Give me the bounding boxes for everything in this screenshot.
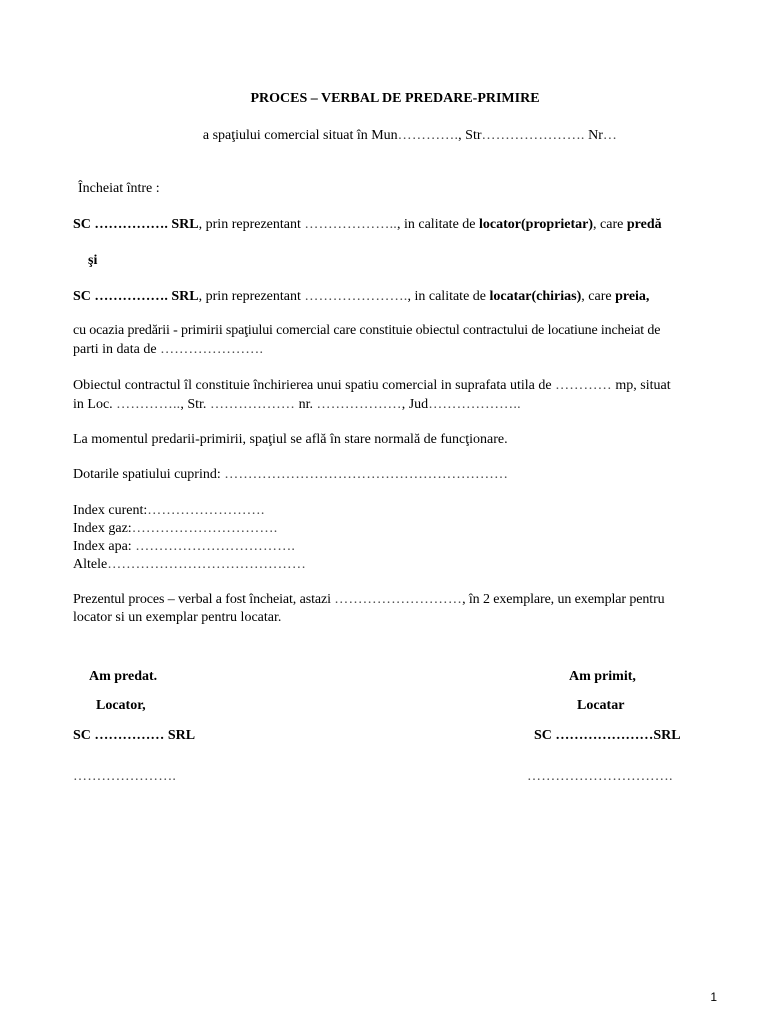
party-2-action: preia, bbox=[615, 289, 650, 304]
final-text-1: Prezentul proces – verbal a fost încheiat, astazi bbox=[73, 592, 335, 607]
signature-right-role: Locatar bbox=[577, 698, 625, 713]
occasion-date-label: parti in data de bbox=[73, 342, 161, 357]
party-1-role: locator(proprietar) bbox=[479, 217, 594, 232]
object-line-2 bbox=[73, 396, 521, 414]
object-nr-dots: ……………… bbox=[316, 397, 402, 412]
signature-left-company: SC …………… SRL bbox=[73, 728, 196, 743]
final-line-1 bbox=[73, 591, 665, 609]
party-1-company: SC ……………. SRL bbox=[73, 217, 199, 232]
index-dots: ……………………. bbox=[147, 503, 265, 518]
party-2-company: SC ……………. SRL bbox=[73, 289, 199, 304]
object-text-2: mp, situat bbox=[611, 378, 671, 393]
object-text-1: Obiectul contractul îl constituie închirierea unui spatiu comercial in suprafata utila de bbox=[73, 378, 556, 393]
index-dots: …………………………………… bbox=[107, 557, 307, 572]
signature-right-company: SC …………………SRL bbox=[534, 728, 681, 743]
object-area-dots: ………… bbox=[555, 378, 612, 393]
signature-left-role: Locator, bbox=[96, 698, 146, 713]
final-text-2: , în 2 exemplare, un exemplar pentru bbox=[462, 592, 665, 607]
index-row bbox=[73, 556, 306, 574]
dotari-dots: …………………………………………………… bbox=[224, 467, 509, 482]
dotari-label: Dotarile spatiului cuprind: bbox=[73, 467, 225, 482]
object-str-dots: ……………… bbox=[209, 397, 296, 412]
index-dots: ……………………………. bbox=[135, 539, 296, 554]
party-1-line bbox=[73, 216, 662, 234]
object-nr-label: nr. bbox=[295, 397, 317, 412]
signature-left-line: …………………. bbox=[73, 769, 177, 784]
index-label: Index gaz: bbox=[73, 521, 132, 536]
final-line-2: locator si un exemplar pentru locatar. bbox=[73, 610, 282, 625]
party-2-role: locatar(chirias) bbox=[489, 289, 582, 304]
party-2-line bbox=[73, 288, 649, 306]
index-label: Altele bbox=[73, 557, 108, 572]
signature-left-heading: Am predat. bbox=[89, 669, 158, 684]
party-2-text-3: , care bbox=[581, 289, 616, 304]
party-2-text-2: , in calitate de bbox=[407, 289, 490, 304]
party-1-text-2: , in calitate de bbox=[396, 217, 480, 232]
document-subtitle bbox=[0, 127, 768, 145]
occasion-line-2 bbox=[73, 341, 263, 359]
occasion-date-dots: …………………. bbox=[160, 342, 264, 357]
object-loc-dots: ………….. bbox=[116, 397, 181, 412]
subtitle-dots-mun: …………. bbox=[397, 128, 459, 143]
dotari-line bbox=[73, 466, 508, 484]
index-row bbox=[73, 538, 295, 556]
party-1-text-1: , prin reprezentant bbox=[198, 217, 305, 232]
index-label: Index curent: bbox=[73, 503, 148, 518]
occasion-line-1: cu ocazia predării - primirii spaţiului comercial care constituie obiectul contractului de locatiune incheiat de bbox=[73, 323, 661, 338]
subtitle-text-1: a spaţiului comercial situat în Mun bbox=[202, 128, 398, 143]
subtitle-dots-nr: … bbox=[602, 128, 618, 143]
party-1-action: predă bbox=[626, 217, 662, 232]
party-2-rep-dots: …………………. bbox=[304, 289, 408, 304]
subtitle-dots-str: …………………. bbox=[481, 128, 585, 143]
index-row bbox=[73, 520, 277, 538]
incheiat-intre: Încheiat între : bbox=[78, 181, 160, 196]
party-1-text-3: , care bbox=[593, 217, 627, 232]
object-str-label: , Str. bbox=[180, 397, 210, 412]
page-number: 1 bbox=[710, 990, 717, 1004]
subtitle-text-2: , Str bbox=[458, 128, 482, 143]
party-1-rep-dots: ……………….. bbox=[304, 217, 397, 232]
object-loc-label: in Loc. bbox=[73, 397, 117, 412]
object-line-1 bbox=[73, 377, 671, 395]
index-label: Index apa: bbox=[73, 539, 136, 554]
document-title: PROCES – VERBAL DE PREDARE-PRIMIRE bbox=[250, 91, 540, 106]
state-statement: La momentul predarii-primirii, spaţiul se află în stare normală de funcţionare. bbox=[73, 432, 508, 447]
final-date-dots: ……………………… bbox=[334, 592, 463, 607]
subtitle-text-3: Nr bbox=[584, 128, 603, 143]
signature-right-line: …………………………. bbox=[527, 769, 673, 784]
index-row bbox=[73, 502, 265, 520]
and-separator: şi bbox=[88, 253, 98, 268]
signature-right-heading: Am primit, bbox=[569, 669, 636, 684]
party-2-text-1: , prin reprezentant bbox=[198, 289, 305, 304]
index-dots: …………………………. bbox=[131, 521, 278, 536]
object-jud-label: , Jud bbox=[401, 397, 429, 412]
object-jud-dots: ……………….. bbox=[428, 397, 521, 412]
